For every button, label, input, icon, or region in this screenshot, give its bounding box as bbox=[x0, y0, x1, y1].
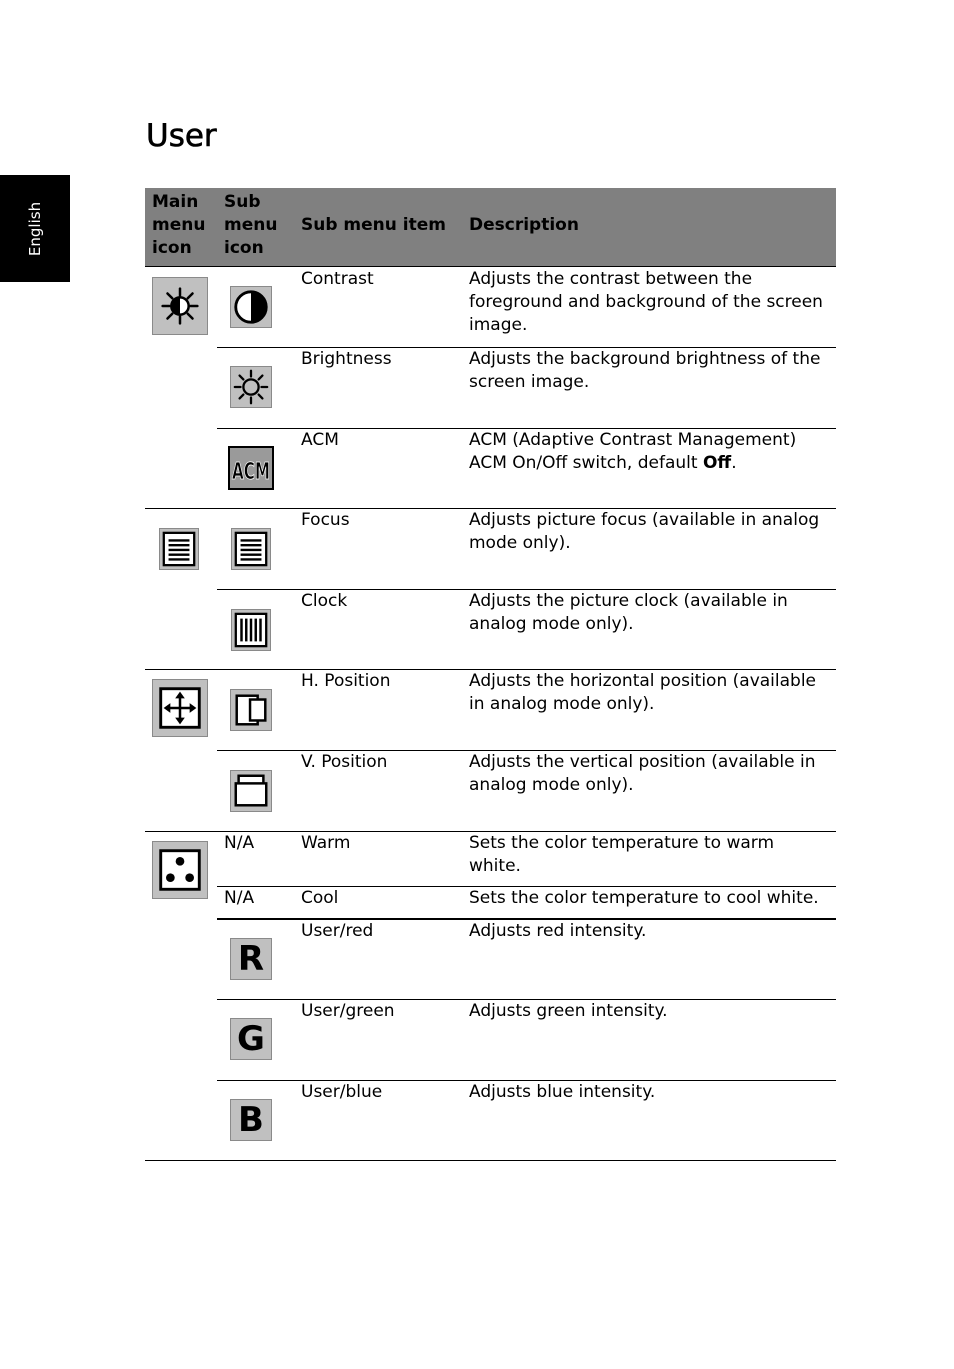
svg-text:ACM: ACM bbox=[232, 459, 270, 485]
item-brightness: Brightness bbox=[301, 349, 392, 369]
sub-na-warm: N/A bbox=[224, 833, 255, 853]
item-focus: Focus bbox=[301, 510, 350, 530]
red-letter-icon: R bbox=[230, 938, 272, 980]
item-cool: Cool bbox=[301, 888, 339, 908]
language-side-tab bbox=[0, 175, 70, 282]
move-arrows-icon bbox=[152, 679, 208, 737]
language-label: English bbox=[26, 201, 44, 256]
lines-icon bbox=[231, 528, 271, 570]
header-description: Description bbox=[469, 215, 579, 235]
desc-contrast: Adjusts the contrast between the foreground and background of the screen image. bbox=[469, 269, 823, 335]
desc-acm-default-value: Off bbox=[702, 453, 732, 473]
desc-brightness: Adjusts the background brightness of the screen image. bbox=[469, 349, 821, 392]
desc-user-green: Adjusts green intensity. bbox=[469, 1001, 668, 1021]
desc-acm-line1: ACM (Adaptive Contrast Management) bbox=[469, 430, 797, 450]
h-position-icon bbox=[230, 689, 272, 731]
desc-clock: Adjusts the picture clock (available in analog mode only). bbox=[469, 591, 788, 634]
sun-icon bbox=[152, 277, 208, 335]
table-bottom-border bbox=[145, 1160, 836, 1161]
desc-user-blue: Adjusts blue intensity. bbox=[469, 1082, 656, 1102]
desc-cool: Sets the color temperature to cool white. bbox=[469, 888, 819, 908]
desc-h-position: Adjusts the horizontal position (available in analog mode only). bbox=[469, 671, 817, 714]
sub-na-cool: N/A bbox=[224, 888, 255, 908]
item-warm: Warm bbox=[301, 833, 351, 853]
desc-acm-line2-text: ACM On/Off switch, default bbox=[469, 453, 703, 473]
header-sub-menu-icon: Sub menu icon bbox=[224, 192, 278, 258]
desc-acm-line2 bbox=[469, 452, 831, 475]
item-user-red: User/red bbox=[301, 921, 374, 941]
desc-acm-line2-end: . bbox=[731, 453, 737, 473]
sun-outline-icon bbox=[230, 366, 272, 408]
item-acm: ACM bbox=[301, 430, 339, 450]
vertical-bars-icon bbox=[231, 609, 271, 651]
item-user-blue: User/blue bbox=[301, 1082, 383, 1102]
desc-warm: Sets the color temperature to warm white. bbox=[469, 833, 775, 876]
blue-letter-icon: B bbox=[230, 1099, 272, 1141]
item-v-position: V. Position bbox=[301, 752, 388, 772]
item-clock: Clock bbox=[301, 591, 348, 611]
page-title: User bbox=[146, 118, 217, 154]
item-h-position: H. Position bbox=[301, 671, 391, 691]
item-user-green: User/green bbox=[301, 1001, 395, 1021]
v-position-icon bbox=[230, 770, 272, 812]
desc-focus: Adjusts picture focus (available in analog mode only). bbox=[469, 510, 820, 553]
acm-icon bbox=[228, 446, 274, 490]
item-contrast: Contrast bbox=[301, 269, 374, 289]
desc-user-red: Adjusts red intensity. bbox=[469, 921, 647, 941]
desc-acm bbox=[469, 429, 831, 475]
table-header bbox=[145, 188, 836, 267]
green-letter-icon: G bbox=[230, 1018, 272, 1060]
header-main-menu-icon: Main menu icon bbox=[152, 192, 206, 258]
lines-icon bbox=[159, 528, 199, 570]
desc-v-position: Adjusts the vertical position (available in analog mode only). bbox=[469, 752, 816, 795]
half-circle-icon bbox=[230, 286, 272, 328]
three-dots-icon bbox=[152, 841, 208, 899]
header-sub-menu-item: Sub menu item bbox=[301, 215, 446, 235]
